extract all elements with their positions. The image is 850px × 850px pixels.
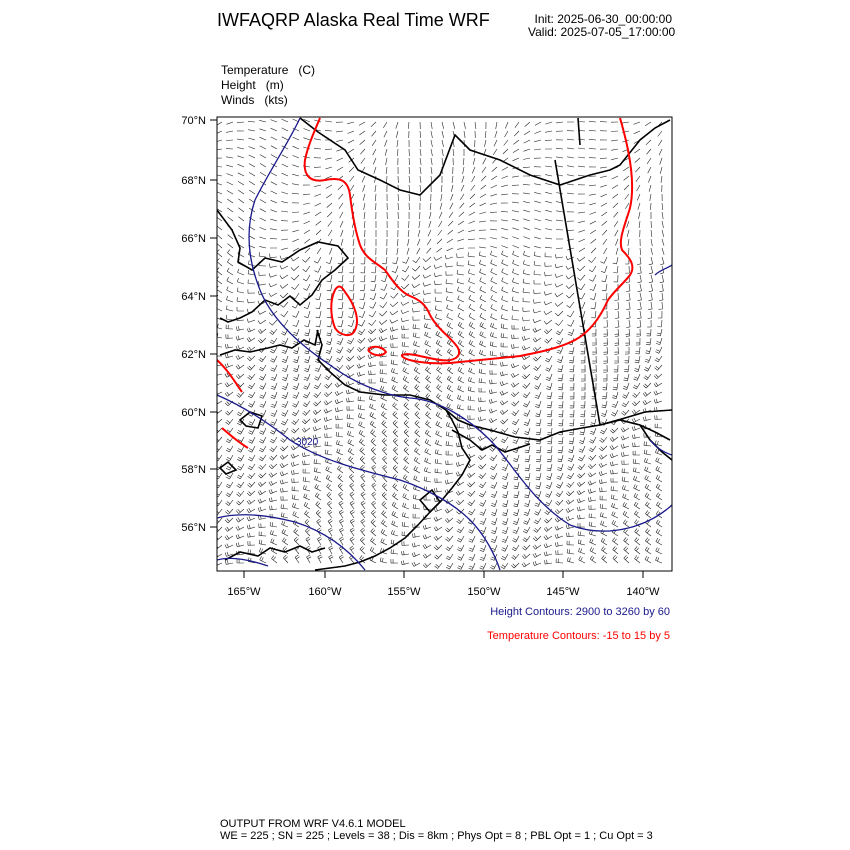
temperature-contours [217, 118, 632, 580]
lon-label: 165°W [227, 586, 261, 598]
lon-label: 145°W [546, 586, 580, 598]
footer-line-1: OUTPUT FROM WRF V4.6.1 MODEL [220, 818, 406, 830]
lat-label: 60°N [181, 407, 206, 419]
model-footer [220, 818, 653, 842]
plot-title: IWFAQRP Alaska Real Time WRF [217, 10, 490, 30]
lon-label: 140°W [626, 586, 660, 598]
valid-time: Valid: 2025-07-05_17:00:00 [528, 25, 676, 39]
lat-label: 62°N [181, 349, 206, 361]
lon-label: 155°W [387, 586, 421, 598]
lat-label: 66°N [181, 233, 206, 245]
contour-label: 3020 [296, 437, 319, 448]
field-height: Height (m) [221, 78, 284, 92]
lat-label: 68°N [181, 175, 206, 187]
init-time: Init: 2025-06-30_00:00:00 [534, 12, 672, 26]
lat-label: 70°N [181, 115, 206, 127]
lat-label: 64°N [181, 291, 206, 303]
lon-label: 160°W [308, 586, 342, 598]
height-contour-legend: Height Contours: 2900 to 3260 by 60 [490, 606, 670, 618]
lat-label: 58°N [181, 464, 206, 476]
footer-line-2: WE = 225 ; SN = 225 ; Levels = 38 ; Dis = 8km ; Phys Opt = 8 ; PBL Opt = 1 ; Cu Opt = 3 [220, 830, 653, 842]
field-winds: Winds (kts) [221, 93, 288, 107]
lat-label: 56°N [181, 522, 206, 534]
lon-label: 150°W [467, 586, 501, 598]
field-temperature: Temperature (C) [221, 63, 316, 77]
temperature-contour-legend: Temperature Contours: -15 to 15 by 5 [487, 630, 670, 642]
